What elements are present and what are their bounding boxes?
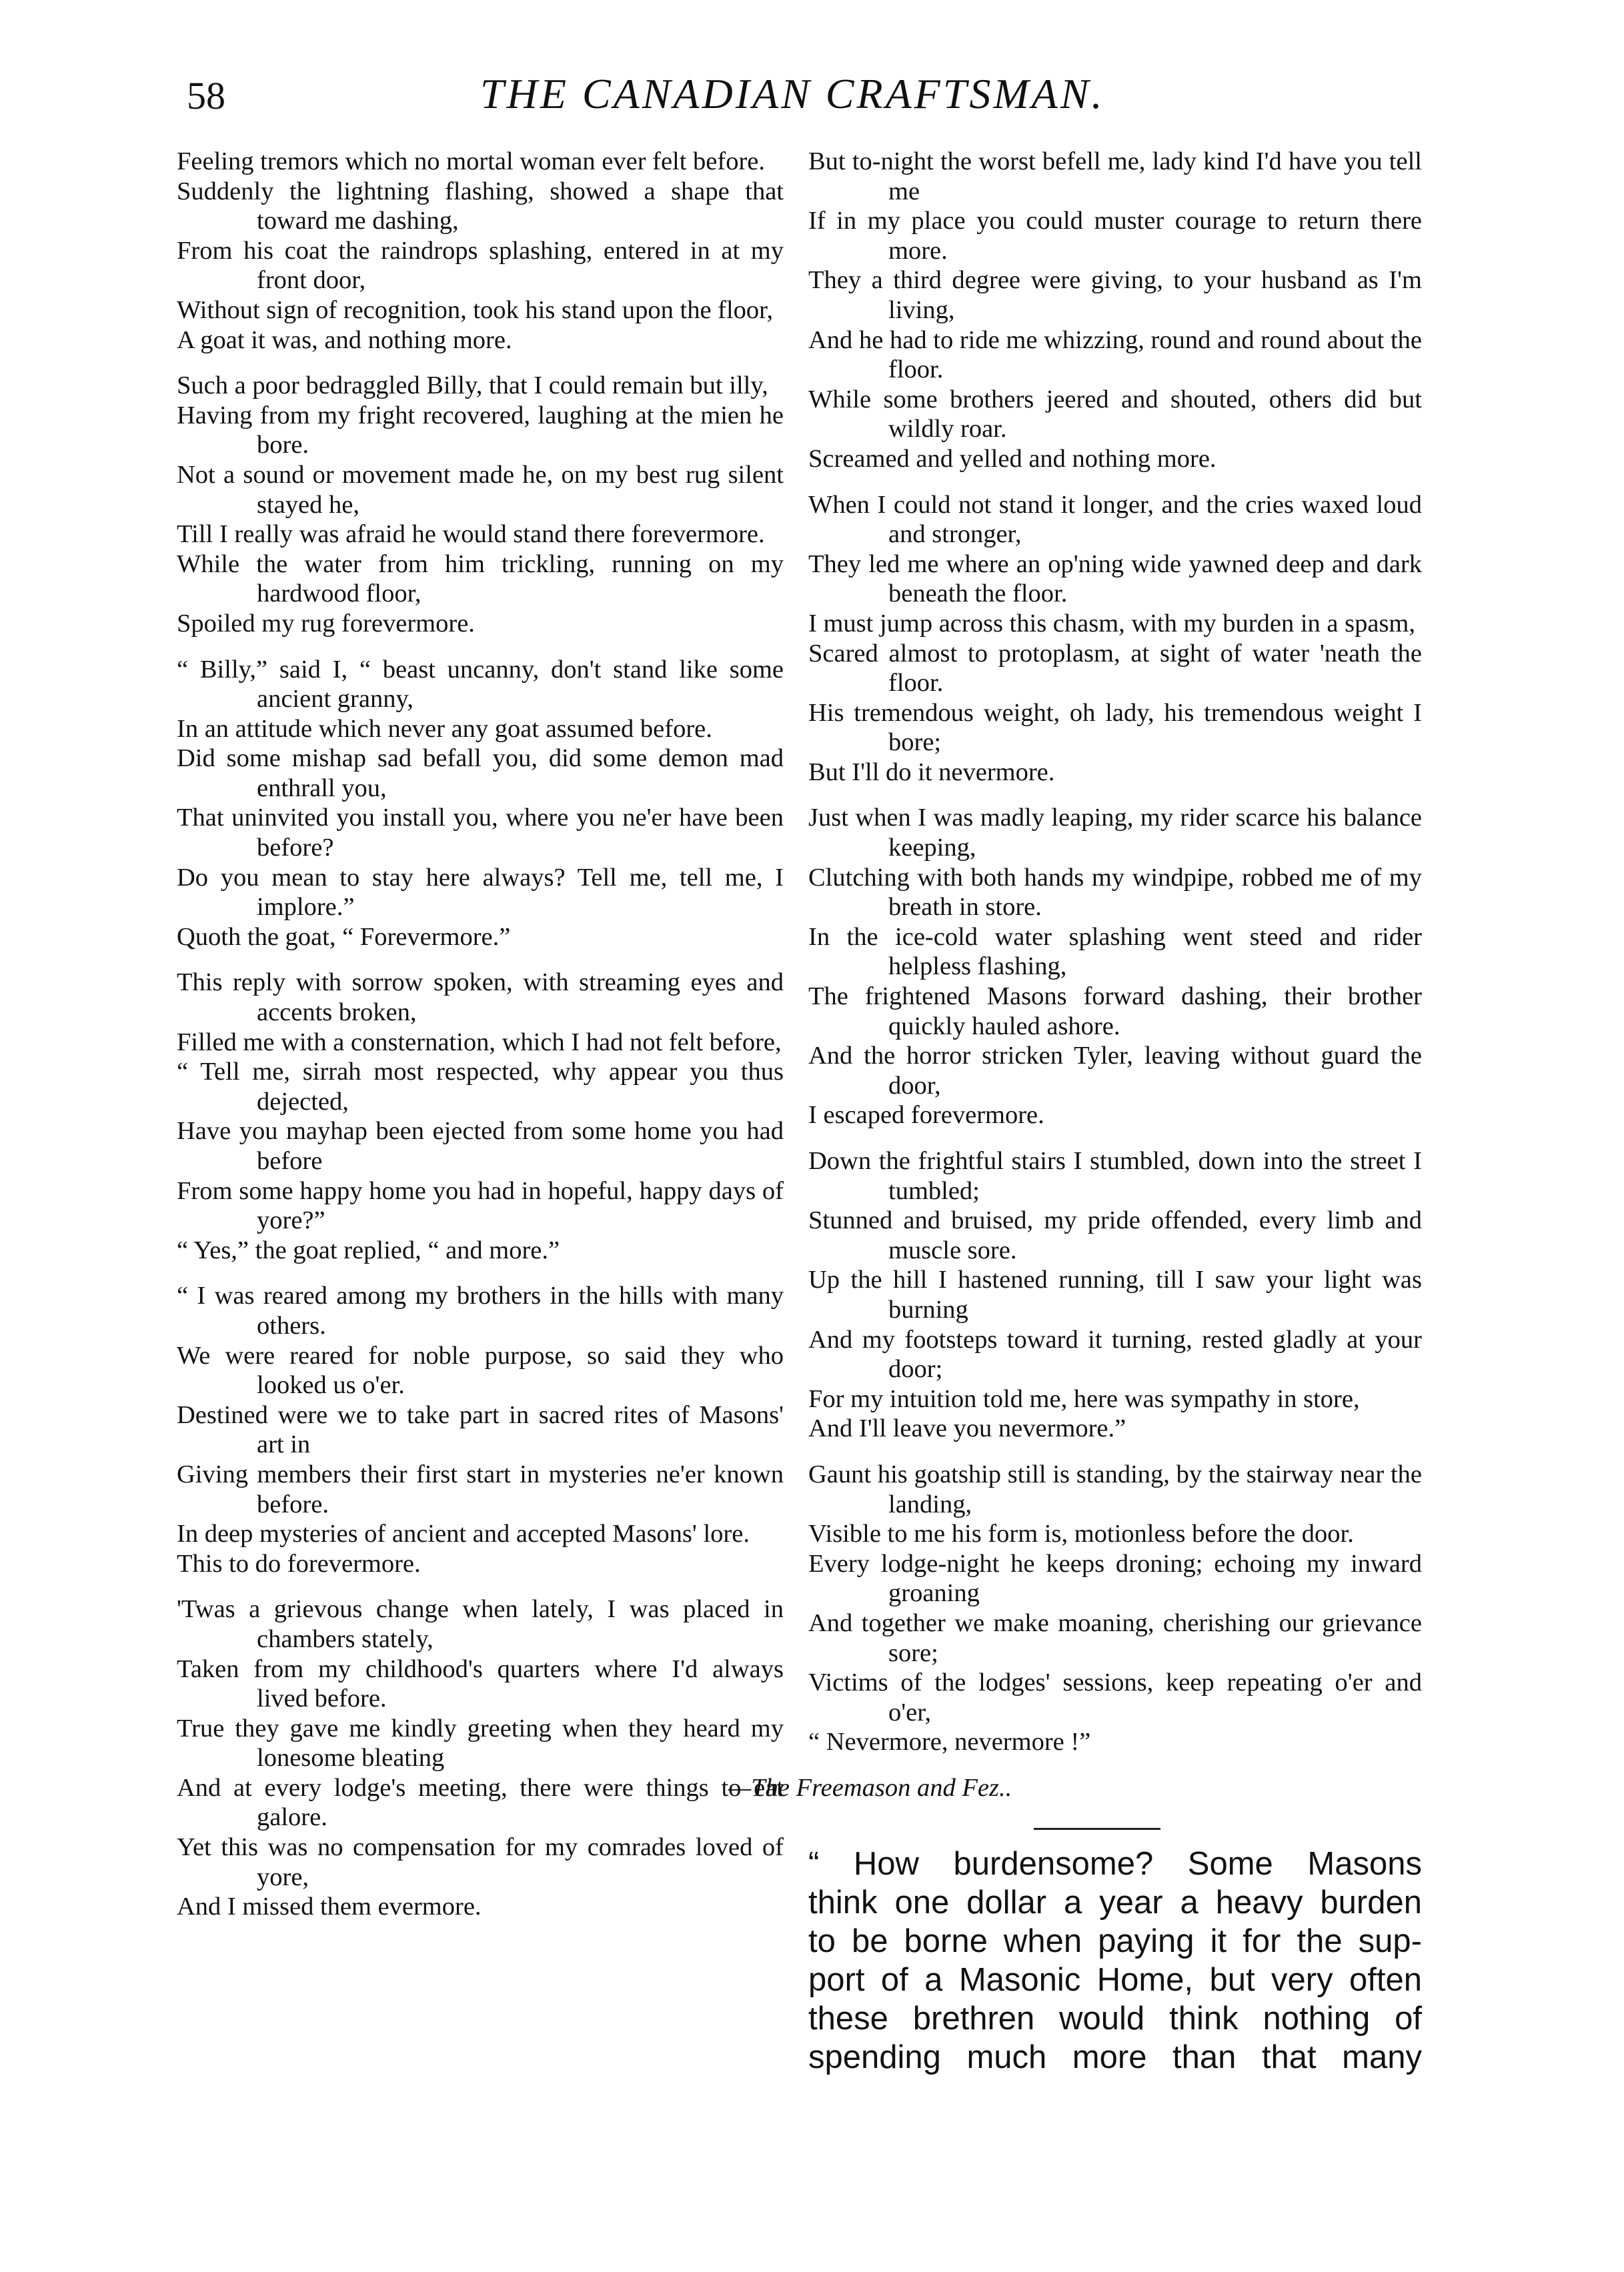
- poem-line: Have you mayhap been ejected from some home you had before: [177, 1117, 784, 1175]
- poem-stanza: [808, 490, 1422, 788]
- running-title: THE CANADIAN CRAFTSMAN.: [480, 70, 1105, 117]
- poem-line: Spoiled my rug forevermore.: [177, 609, 475, 638]
- poem-line: Having from my fright recovered, laughing at the mien he bore.: [177, 401, 784, 459]
- poem-line: “ Nevermore, nevermore !”: [808, 1728, 1091, 1757]
- attribution: —The Freemason and Fez..: [728, 1773, 1012, 1802]
- prose-line: port of a Masonic Home, but very often: [808, 1962, 1422, 1999]
- right-stanzas: [808, 147, 1422, 1757]
- poem-line: Giving members their first start in mysteries ne'er known before.: [177, 1460, 784, 1518]
- poem-line: That uninvited you install you, where you ne'er have been before?: [177, 804, 784, 862]
- poem-line: In the ice-cold water splashing went steed and rider helpless flashing,: [808, 922, 1422, 981]
- poem-stanza: [177, 655, 784, 952]
- poem-line: 'Twas a grievous change when lately, I was placed in chambers stately,: [177, 1595, 784, 1653]
- left-column: [177, 147, 784, 1938]
- poem-line: The frightened Masons forward dashing, their brother quickly hauled ashore.: [808, 982, 1422, 1040]
- poem-line: Clutching with both hands my windpipe, robbed me of my breath in store.: [808, 863, 1422, 922]
- poem-line: Stunned and bruised, my pride offended, every limb and muscle sore.: [808, 1206, 1422, 1264]
- poem-line: And I'll leave you nevermore.”: [808, 1414, 1126, 1443]
- poem-line: Taken from my childhood's quarters where I'd always lived before.: [177, 1654, 784, 1713]
- poem-line: “ Tell me, sirrah most respected, why appear you thus dejected,: [177, 1058, 784, 1116]
- poem-stanza: [808, 147, 1422, 474]
- prose-line: these brethren would think nothing of: [808, 2001, 1422, 2037]
- poem-line: They a third degree were giving, to your husband as I'm living,: [808, 266, 1422, 324]
- poem-line: “ Yes,” the goat replied, “ and more.”: [177, 1236, 560, 1264]
- right-column: [728, 147, 1422, 2077]
- poem-line: Suddenly the lightning flashing, showed a shape that toward me dashing,: [177, 177, 784, 235]
- section-divider: [1034, 1828, 1160, 1830]
- poem-line: And my footsteps toward it turning, rested gladly at your door;: [808, 1325, 1422, 1384]
- poem-line: Just when I was madly leaping, my rider scarce his balance keeping,: [808, 804, 1422, 862]
- poem-line: But I'll do it nevermore.: [808, 758, 1055, 786]
- poem-line: Quoth the goat, “ Forevermore.”: [177, 922, 511, 951]
- poem-line: We were reared for noble purpose, so said they who looked us o'er.: [177, 1341, 784, 1400]
- poem-line: But to-night the worst befell me, lady kind I'd have you tell me: [808, 147, 1422, 205]
- poem-line: They led me where an op'ning wide yawned deep and dark beneath the floor.: [808, 549, 1422, 608]
- poem-stanza: [177, 968, 784, 1265]
- poem-line: Such a poor bedraggled Billy, that I could remain but illy,: [177, 371, 768, 400]
- poem-stanza: [177, 1594, 784, 1922]
- poem-line: And at every lodge's meeting, there were things to eat galore.: [177, 1773, 784, 1832]
- poem-line: If in my place you could muster courage to return there more.: [808, 207, 1422, 265]
- poem-line: Till I really was afraid he would stand there forevermore.: [177, 520, 765, 549]
- poem-line: True they gave me kindly greeting when they heard my lonesome bleating: [177, 1714, 784, 1773]
- poem-stanza: [177, 147, 784, 355]
- poem-line: Scared almost to protoplasm, at sight of water 'neath the floor.: [808, 639, 1422, 698]
- poem-line: Without sign of recognition, took his stand upon the floor,: [177, 295, 774, 324]
- poem-line: “ I was reared among my brothers in the hills with many others.: [177, 1282, 784, 1340]
- poem-line: Visible to me his form is, motionless before the door.: [808, 1520, 1354, 1548]
- poem-line: Destined were we to take part in sacred rites of Masons' art in: [177, 1400, 784, 1459]
- poem-stanza: [177, 1281, 784, 1578]
- poem-line: Not a sound or movement made he, on my best rug silent stayed he,: [177, 460, 784, 519]
- poem-stanza: [177, 371, 784, 638]
- poem-line: While the water from him trickling, running on my hardwood floor,: [177, 549, 784, 608]
- poem-line: Victims of the lodges' sessions, keep repeating o'er and o'er,: [808, 1668, 1422, 1727]
- poem-line: Up the hill I hastened running, till I saw your light was burning: [808, 1266, 1422, 1324]
- poem-line: Gaunt his goatship still is standing, by the stairway near the landing,: [808, 1460, 1422, 1518]
- prose-line: “ How burdensome? Some Masons: [808, 1846, 1422, 1883]
- poem-line: I must jump across this chasm, with my burden in a spasm,: [808, 609, 1415, 638]
- poem-line: While some brothers jeered and shouted, others did but wildly roar.: [808, 385, 1422, 443]
- prose-line: think one dollar a year a heavy burden: [808, 1885, 1422, 1921]
- poem-line: Filled me with a consternation, which I had not felt before,: [177, 1028, 782, 1056]
- poem-stanza: [808, 1146, 1422, 1444]
- page-number: 58: [187, 74, 225, 117]
- poem-line: In deep mysteries of ancient and accepted Masons' lore.: [177, 1520, 750, 1548]
- poem-line: Did some mishap sad befall you, did some demon mad enthrall you,: [177, 744, 784, 802]
- poem-line: Do you mean to stay here always? Tell me, tell me, I implore.”: [177, 863, 784, 922]
- poem-line: A goat it was, and nothing more.: [177, 325, 512, 354]
- poem-line: This reply with sorrow spoken, with streaming eyes and accents broken,: [177, 968, 784, 1027]
- poem-line: Yet this was no compensation for my comrades loved of yore,: [177, 1833, 784, 1891]
- poem-line: When I could not stand it longer, and the cries waxed loud and stronger,: [808, 490, 1422, 549]
- poem-line: This to do forevermore.: [177, 1549, 421, 1578]
- prose-line: to be borne when paying it for the sup-: [808, 1923, 1422, 1960]
- poem-line: His tremendous weight, oh lady, his tremendous weight I bore;: [808, 698, 1422, 757]
- poem-line: “ Billy,” said I, “ beast uncanny, don't stand like some ancient granny,: [177, 655, 784, 714]
- poem-line: From some happy home you had in hopeful, happy days of yore?”: [177, 1176, 784, 1235]
- poem-stanza: [808, 803, 1422, 1130]
- poem-line: Screamed and yelled and nothing more.: [808, 444, 1216, 473]
- page-header: [167, 64, 1434, 124]
- poem-line: And together we make moaning, cherishing our grievance sore;: [808, 1608, 1422, 1667]
- poem-stanza: [808, 1460, 1422, 1757]
- poem-line: I escaped forevermore.: [808, 1101, 1044, 1130]
- poem-line: And I missed them evermore.: [177, 1893, 482, 1921]
- poem-line: For my intuition told me, here was sympathy in store,: [808, 1384, 1360, 1413]
- poem-line: In an attitude which never any goat assumed before.: [177, 714, 712, 743]
- prose-line: spending much more than that many: [808, 2039, 1422, 2076]
- poem-line: And he had to ride me whizzing, round and round about the floor.: [808, 325, 1422, 384]
- poem-line: Down the frightful stairs I stumbled, down into the street I tumbled;: [808, 1147, 1422, 1205]
- poem-line: Feeling tremors which no mortal woman ever felt before.: [177, 147, 766, 175]
- prose-paragraph: [808, 1845, 1422, 2077]
- poem-line: And the horror stricken Tyler, leaving without guard the door,: [808, 1042, 1422, 1100]
- poem-line: Every lodge-night he keeps droning; echoing my inward groaning: [808, 1549, 1422, 1608]
- poem-line: From his coat the raindrops splashing, entered in at my front door,: [177, 236, 784, 295]
